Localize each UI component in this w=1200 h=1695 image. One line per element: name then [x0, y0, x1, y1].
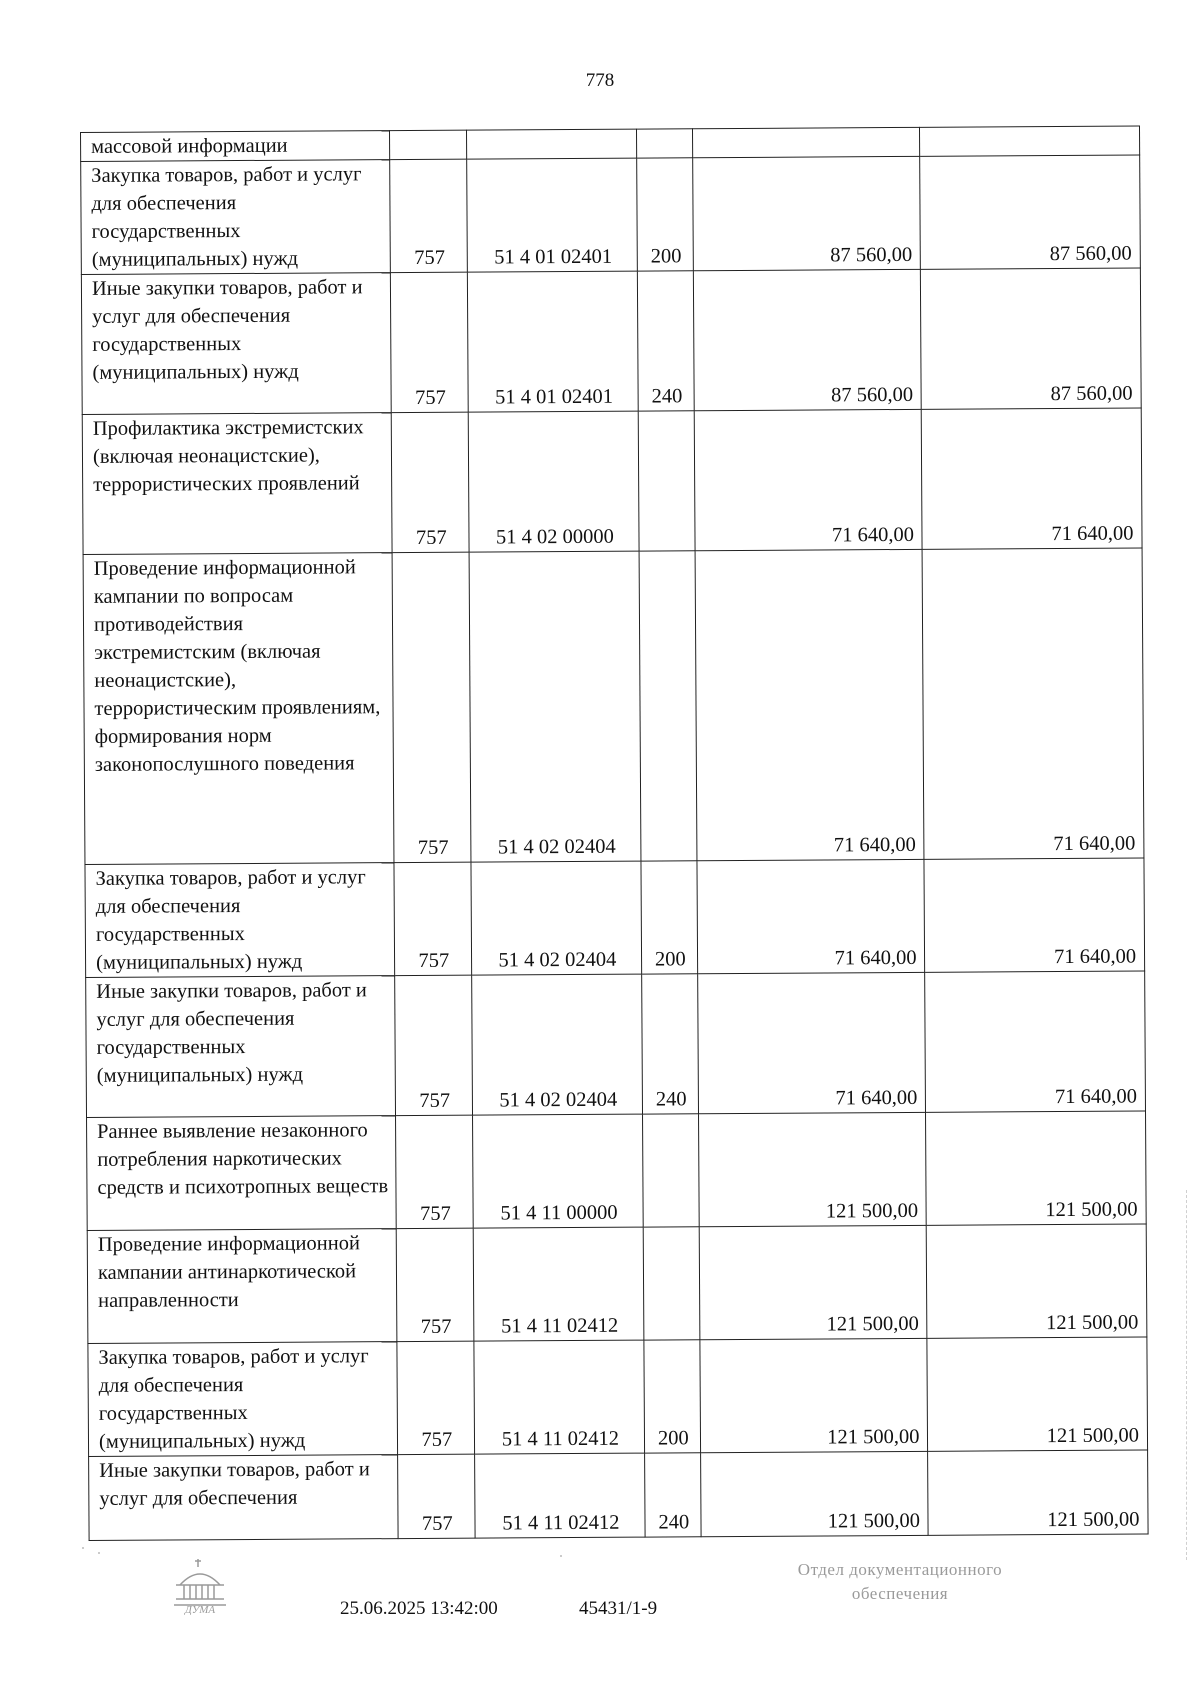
cell-expense-type [643, 1227, 699, 1340]
cell-name: Раннее выявление незаконного потребления наркотических средств и психотропных веществ [87, 1116, 397, 1231]
cell-expense-type: 240 [645, 1453, 701, 1537]
cell-expense-type [637, 129, 693, 158]
cell-sum-first-year: 71 640,00 [695, 549, 925, 860]
cell-expense-type [643, 1114, 699, 1227]
cell-ministry: 757 [395, 1115, 472, 1228]
cell-ministry: 757 [398, 1454, 475, 1538]
cell-name: Закупка товаров, работ и услуг для обеспечения государственных (муниципальных) нужд [88, 1342, 398, 1457]
cell-sum-first-year: 71 640,00 [694, 409, 923, 550]
cell-name: Иные закупки товаров, работ и услуг для обеспечения государственных (муниципальных) нужд [81, 273, 391, 415]
cell-sum-first-year: 71 640,00 [697, 972, 926, 1113]
table-row [83, 548, 1144, 864]
cell-sum-second-year: 121 500,00 [926, 1111, 1146, 1225]
cell-target-article: 51 4 01 02401 [466, 158, 637, 272]
document-number: 45431/1-9 [579, 1598, 658, 1619]
cell-expense-type [638, 411, 694, 551]
table-body [81, 126, 1149, 1540]
cell-ministry: 757 [392, 552, 471, 862]
table-row [87, 1224, 1147, 1343]
cell-sum-first-year: 121 500,00 [699, 1225, 928, 1339]
document-datetime: 25.06.2025 13:42:00 [340, 1598, 498, 1619]
table-row [82, 408, 1142, 554]
cell-ministry: 757 [391, 412, 469, 552]
cell-sum-first-year: 121 500,00 [700, 1451, 928, 1536]
cell-sum-first-year: 121 500,00 [699, 1338, 928, 1452]
cell-sum-second-year: 71 640,00 [923, 548, 1144, 859]
cell-name: Профилактика экстремистских (включая неонацистские), террористических проявлений [82, 413, 392, 555]
scan-speck [98, 1552, 100, 1554]
department-stamp [735, 1558, 1065, 1606]
cell-target-article: 51 4 02 02404 [471, 974, 642, 1115]
scan-speck [82, 1547, 84, 1549]
cell-target-article: 51 4 02 02404 [471, 861, 642, 975]
cell-target-article: 51 4 02 02404 [469, 551, 641, 862]
budget-table [80, 126, 1149, 1541]
cell-target-article: 51 4 02 00000 [468, 411, 639, 552]
department-stamp-line1: Отдел документационного [797, 1560, 1003, 1579]
cell-sum-first-year: 71 640,00 [696, 859, 925, 973]
cell-sum-first-year [692, 127, 920, 157]
cell-expense-type [639, 551, 696, 861]
cell-ministry: 757 [390, 272, 468, 412]
cell-expense-type: 200 [641, 861, 697, 974]
cell-expense-type: 240 [637, 271, 693, 411]
table-row [81, 155, 1141, 274]
cell-expense-type: 200 [637, 158, 693, 271]
cell-sum-second-year: 87 560,00 [921, 268, 1141, 409]
table-row [88, 1337, 1148, 1456]
cell-name: Проведение информационной кампании по вопросам противодействия экстремистским (включая неонацистские), террористическим проявлениям, формирования норм законопослушного поведения [83, 553, 394, 865]
cell-sum-second-year: 71 640,00 [922, 408, 1142, 549]
cell-target-article: 51 4 11 02412 [474, 1340, 645, 1454]
cell-target-article: 51 4 01 02401 [467, 271, 638, 412]
cell-sum-second-year: 87 560,00 [920, 155, 1140, 269]
department-stamp-line2: обеспечения [851, 1584, 949, 1603]
cell-expense-type: 200 [644, 1340, 700, 1453]
cell-sum-first-year: 121 500,00 [698, 1112, 927, 1226]
cell-sum-first-year: 87 560,00 [693, 269, 922, 410]
cell-sum-second-year: 121 500,00 [927, 1224, 1147, 1338]
cell-name: Закупка товаров, работ и услуг для обеспечения государственных (муниципальных) нужд [85, 863, 395, 978]
cell-name: Иные закупки товаров, работ и услуг для обеспечения [89, 1455, 398, 1541]
cell-name: Проведение информационной кампании антинаркотической направленности [87, 1229, 397, 1344]
scan-speck [560, 1555, 562, 1557]
cell-sum-second-year: 121 500,00 [927, 1337, 1147, 1451]
cell-ministry: 757 [397, 1341, 474, 1454]
cell-sum-second-year: 121 500,00 [928, 1450, 1148, 1535]
cell-name: Закупка товаров, работ и услуг для обеспечения государственных (муниципальных) нужд [81, 160, 391, 275]
seal-text: ДУМА [184, 1604, 216, 1615]
cell-ministry: 757 [394, 862, 471, 975]
cell-sum-second-year [920, 126, 1140, 156]
cell-name: Иные закупки товаров, работ и услуг для обеспечения государственных (муниципальных) нужд [86, 976, 396, 1118]
table-row [81, 268, 1141, 414]
cell-target-article [466, 129, 637, 159]
table-row [89, 1450, 1148, 1540]
duma-seal-logo [168, 1555, 232, 1615]
table-row [85, 858, 1145, 977]
cell-ministry: 757 [390, 159, 467, 272]
page-number: 778 [585, 70, 615, 91]
cell-name: массовой информации [81, 131, 390, 162]
cell-sum-second-year: 71 640,00 [925, 971, 1145, 1112]
cell-target-article: 51 4 11 02412 [474, 1453, 645, 1538]
cell-expense-type: 240 [642, 974, 698, 1114]
cell-ministry [389, 130, 466, 159]
cell-sum-second-year: 71 640,00 [924, 858, 1144, 972]
cell-ministry: 757 [396, 1228, 473, 1341]
cell-target-article: 51 4 11 02412 [473, 1227, 644, 1341]
table-row [86, 971, 1146, 1117]
cell-ministry: 757 [395, 975, 473, 1115]
table-row [87, 1111, 1147, 1230]
cell-target-article: 51 4 11 00000 [472, 1114, 643, 1228]
cell-sum-first-year: 87 560,00 [692, 156, 921, 270]
scan-edge-line [1186, 1190, 1188, 1560]
